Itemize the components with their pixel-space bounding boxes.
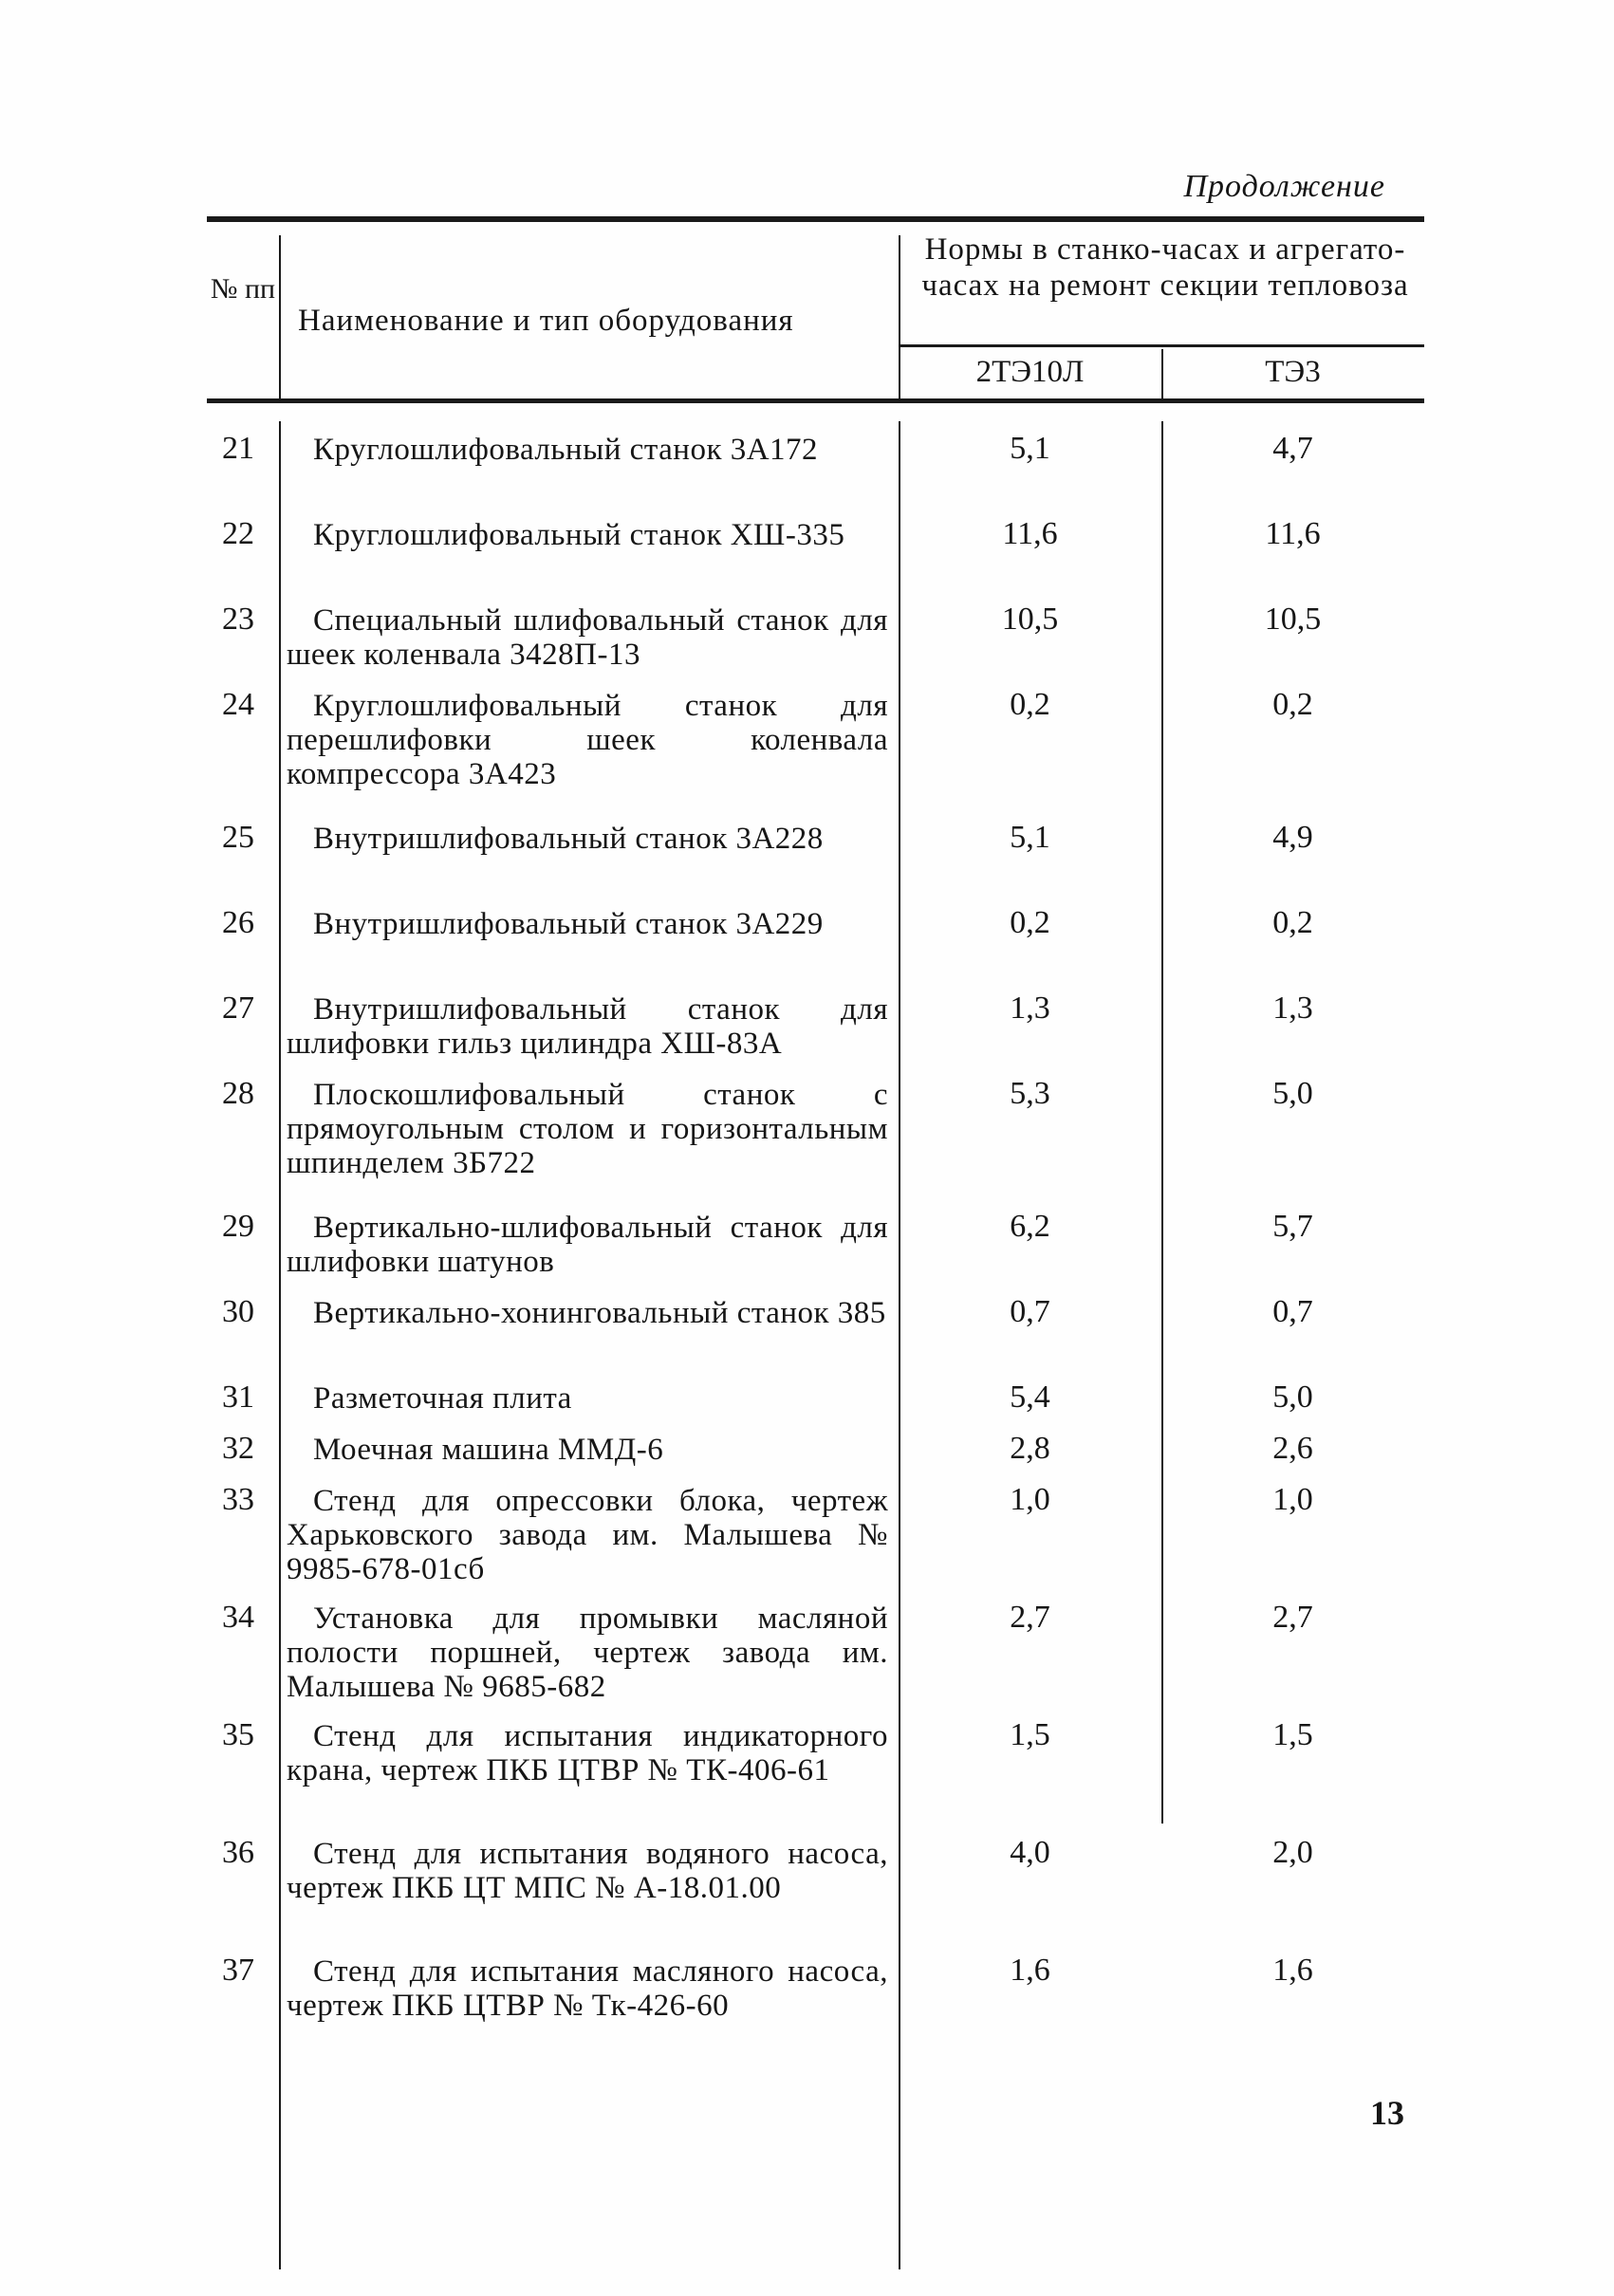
norm-2te10l: 5,3: [1010, 1076, 1050, 1111]
norm-2te10l: 5,1: [1010, 431, 1050, 466]
header-col-2te10l: 2ТЭ10Л: [975, 355, 1085, 389]
norm-te3: 4,7: [1272, 431, 1313, 466]
row-number: 31: [222, 1379, 254, 1415]
norm-te3: 1,0: [1272, 1482, 1313, 1517]
equipment-name: Вертикально-шлифовальный станок для шлифовки шатунов: [287, 1211, 888, 1279]
row-number: 36: [222, 1835, 254, 1870]
row-number: 29: [222, 1209, 254, 1244]
header-name: Наименование и тип оборудования: [298, 304, 794, 338]
norm-2te10l: 1,5: [1010, 1717, 1050, 1752]
norm-te3: 2,6: [1272, 1431, 1313, 1466]
norm-2te10l: 2,7: [1010, 1600, 1050, 1635]
equipment-name: Моечная машина ММД-6: [313, 1433, 664, 1467]
row-number: 30: [222, 1294, 254, 1329]
equipment-name: Круглошлифовальный станок 3А172: [313, 433, 819, 467]
norm-te3: 0,7: [1272, 1294, 1313, 1329]
row-number: 22: [222, 516, 254, 551]
norm-2te10l: 0,2: [1010, 905, 1050, 940]
norm-2te10l: 5,4: [1010, 1379, 1050, 1415]
norm-te3: 11,6: [1265, 516, 1321, 551]
row-number: 37: [222, 1953, 254, 1988]
row-number: 32: [222, 1431, 254, 1466]
equipment-name: Разметочная плита: [313, 1381, 572, 1416]
header-divider-num: [279, 235, 281, 398]
norm-2te10l: 11,6: [1002, 516, 1058, 551]
header-col-te3: ТЭ3: [1265, 355, 1321, 389]
row-number: 25: [222, 820, 254, 855]
equipment-name: Вертикально-хонинговальный станок 385: [313, 1296, 886, 1330]
header-subcolumn-rule: [899, 344, 1424, 347]
row-number: 35: [222, 1717, 254, 1752]
norm-2te10l: 0,2: [1010, 687, 1050, 722]
header-num: № пп: [210, 273, 276, 305]
row-number: 27: [222, 991, 254, 1026]
body-divider-num: [279, 421, 281, 2269]
norm-2te10l: 4,0: [1010, 1835, 1050, 1870]
norm-te3: 2,7: [1272, 1600, 1313, 1635]
continuation-label: Продолжение: [1183, 169, 1385, 204]
norm-te3: 2,0: [1272, 1835, 1313, 1870]
norm-te3: 1,3: [1272, 991, 1313, 1026]
row-number: 33: [222, 1482, 254, 1517]
norm-te3: 5,0: [1272, 1076, 1313, 1111]
norm-te3: 10,5: [1264, 602, 1322, 637]
equipment-name: Стенд для испытания водяного насоса, чертеж ПКБ ЦТ МПС № А-18.01.00: [287, 1837, 888, 1905]
norm-te3: 0,2: [1272, 687, 1313, 722]
equipment-name: Стенд для испытания масляного насоса, чертеж ПКБ ЦТВР № Тк-426-60: [287, 1954, 888, 2023]
norm-te3: 1,5: [1272, 1717, 1313, 1752]
page-number: 13: [1370, 2094, 1404, 2132]
norm-te3: 0,2: [1272, 905, 1313, 940]
header-norms: Нормы в станко-часах и агрегато-часах на ремонт секции тепловоза: [921, 232, 1409, 303]
norm-2te10l: 5,1: [1010, 820, 1050, 855]
norm-te3: 4,9: [1272, 820, 1313, 855]
equipment-name: Установка для промывки масляной полости поршней, чертеж завода им. Малышева № 9685-682: [287, 1602, 888, 1704]
equipment-name: Внутришлифовальный станок 3А228: [313, 822, 824, 856]
equipment-name: Круглошлифовальный станок ХШ-335: [313, 518, 845, 552]
norm-te3: 5,0: [1272, 1379, 1313, 1415]
norm-2te10l: 2,8: [1010, 1431, 1050, 1466]
row-number: 28: [222, 1076, 254, 1111]
norm-2te10l: 1,0: [1010, 1482, 1050, 1517]
equipment-name: Круглошлифовальный станок для перешлифовки шеек коленвала компрессора 3А423: [287, 689, 888, 791]
norm-2te10l: 10,5: [1001, 602, 1059, 637]
equipment-name: Плоскошлифовальный станок с прямоугольным столом и горизонтальным шпинделем 3Б722: [287, 1078, 888, 1180]
row-number: 21: [222, 431, 254, 466]
equipment-name: Внутришлифовальный станок 3А229: [313, 907, 824, 941]
equipment-name: Стенд для опрессовки блока, чертеж Харьковского завода им. Малышева № 9985-678-01сб: [287, 1484, 888, 1586]
equipment-name: Специальный шлифовальный станок для шеек коленвала 3428П-13: [287, 603, 888, 672]
norm-2te10l: 6,2: [1010, 1209, 1050, 1244]
norm-2te10l: 1,6: [1010, 1953, 1050, 1988]
norm-2te10l: 1,3: [1010, 991, 1050, 1026]
norm-te3: 1,6: [1272, 1953, 1313, 1988]
equipment-name: Стенд для испытания индикаторного крана, чертеж ПКБ ЦТВР № ТК-406-61: [287, 1719, 888, 1787]
row-number: 26: [222, 905, 254, 940]
row-number: 34: [222, 1600, 254, 1635]
table-header-rule: [207, 398, 1424, 403]
row-number: 23: [222, 602, 254, 637]
norm-2te10l: 0,7: [1010, 1294, 1050, 1329]
equipment-name: Внутришлифовальный станок для шлифовки гильз цилиндра ХШ-83А: [287, 992, 888, 1061]
norm-te3: 5,7: [1272, 1209, 1313, 1244]
row-number: 24: [222, 687, 254, 722]
table-top-rule: [207, 216, 1424, 222]
